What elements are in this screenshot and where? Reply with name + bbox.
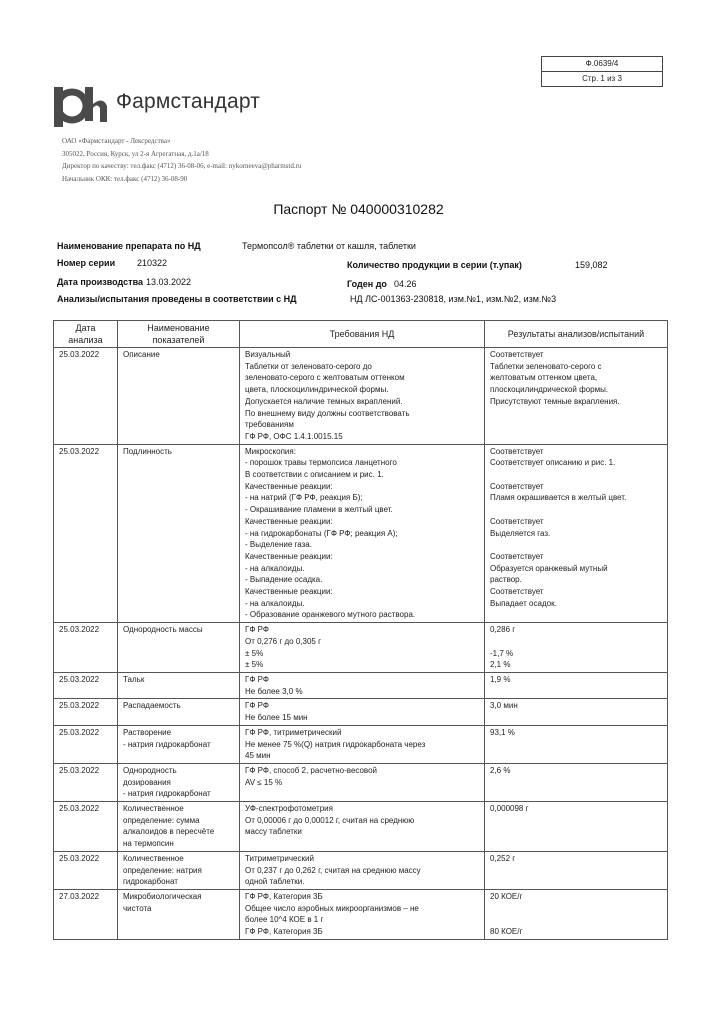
result-line: Выпадает осадок. [490, 598, 557, 608]
result-cell [485, 725, 668, 763]
analysis-date: 25.03.2022 [59, 853, 100, 863]
result-line: 93,1 % [490, 727, 515, 737]
requirement-cell [240, 763, 485, 801]
result-cell [485, 623, 668, 673]
requirement-line: ± 5% [245, 648, 264, 658]
indicator-name-cell [118, 348, 240, 445]
requirement-line: От 0,00006 г до 0,00012 г, считая на среднюю [245, 815, 415, 825]
result-line: Таблетки зеленовато-серого с [490, 361, 602, 371]
requirement-line: AV ≤ 15 % [245, 777, 283, 787]
requirement-cell [240, 851, 485, 889]
indicator-name-line: определение: натрия [123, 865, 202, 875]
result-line: желтоватым оттенком цвета, [490, 373, 598, 383]
indicator-name-cell [118, 699, 240, 725]
requirement-line: одной таблетки. [245, 877, 305, 887]
requirement-line: - на натрий (ГФ РФ, реакция Б); [245, 493, 363, 503]
requirement-line: Качественные реакции: [245, 481, 333, 491]
indicator-name-line: алкалоидов в пересчёте [123, 827, 215, 837]
result-line: -1,7 % [490, 648, 514, 658]
indicator-name-line: гидрокарбонат [123, 877, 178, 887]
company-brand: Фармстандарт [116, 90, 261, 113]
header-results [485, 321, 668, 348]
expiry-value: 04.26 [394, 279, 417, 289]
result-line: Пламя окрашивается в желтый цвет. [490, 493, 627, 503]
analysis-date-cell [54, 623, 118, 673]
analysis-date-cell [54, 699, 118, 725]
indicator-name-cell [118, 851, 240, 889]
requirement-line: ГФ РФ [245, 674, 269, 684]
requirement-cell [240, 623, 485, 673]
requirement-line: Допускается наличие темных вкраплений. [245, 396, 403, 406]
indicator-name-cell [118, 802, 240, 852]
result-cell [485, 802, 668, 852]
header-date-line: Дата [75, 323, 96, 333]
table-row [54, 802, 668, 852]
analysis-date: 25.03.2022 [59, 701, 100, 711]
indicator-name-line: Подлинность [123, 446, 172, 456]
result-line: 80 КОЕ/г [490, 927, 523, 937]
analysis-date-cell [54, 889, 118, 939]
table-row [54, 444, 668, 623]
indicator-name-cell [118, 889, 240, 939]
requirement-line: - на алкалоиды. [245, 563, 305, 573]
requirement-line: требованиям [245, 420, 294, 430]
requirement-line: Таблетки от зеленовато-серого до [245, 361, 372, 371]
result-line: 0,252 г [490, 853, 516, 863]
requirement-line: ГФ РФ [245, 701, 269, 711]
requirement-line: - Окрашивание пламени в желтый цвет. [245, 505, 393, 515]
table-row [54, 851, 668, 889]
result-line [490, 539, 662, 551]
requirement-line: ГФ РФ, титриметрический [245, 727, 342, 737]
indicator-name-cell [118, 672, 240, 698]
indicator-name-line: Однородность массы [123, 625, 203, 635]
requirement-line: ГФ РФ, способ 2, расчетно-весовой [245, 765, 378, 775]
product-label: Наименование препарата по НД [57, 241, 201, 251]
indicator-name-line: Тальк [123, 674, 145, 684]
requirement-line: Качественные реакции: [245, 516, 333, 526]
requirement-line: - Образование оранжевого мутного раствора. [245, 610, 416, 620]
product-value: Термопсол® таблетки от кашля, таблетки [242, 241, 416, 251]
indicator-name-line: Количественное [123, 853, 184, 863]
result-line: плоскоцилиндрической формы. [490, 385, 609, 395]
header-results-line: Результаты анализов/испытаний [507, 329, 645, 339]
indicator-name-cell [118, 763, 240, 801]
analysis-date: 25.03.2022 [59, 804, 100, 814]
requirement-line: - Выделение газа. [245, 540, 312, 550]
result-line: раствор. [490, 575, 522, 585]
header-indicator [118, 321, 240, 348]
indicator-name-line: - натрия гидрокарбонат [123, 739, 211, 749]
indicator-name-line: - натрия гидрокарбонат [123, 789, 211, 799]
indicator-name-line: Распадаемость [123, 701, 181, 711]
analysis-date: 27.03.2022 [59, 891, 100, 901]
header-date [54, 321, 118, 348]
indicator-name-line: Количественное [123, 804, 184, 814]
result-line [490, 504, 662, 516]
indicator-name-line: чистота [123, 903, 152, 913]
results-table [53, 320, 668, 940]
indicator-name-line: Описание [123, 350, 160, 359]
table-header-row [54, 321, 668, 348]
quantity-label: Количество продукции в серии (т.упак) [347, 260, 522, 270]
indicator-name-line: дозирования [123, 777, 171, 787]
requirement-cell [240, 672, 485, 698]
table-row [54, 623, 668, 673]
result-cell [485, 851, 668, 889]
requirement-line: массу таблетки [245, 827, 302, 837]
requirement-line: цвета, плоскоцилиндрической формы. [245, 385, 389, 395]
series-value: 210322 [137, 258, 168, 268]
requirement-line: 45 мин [245, 751, 271, 761]
requirement-line: По внешнему виду должны соответствовать [245, 408, 410, 418]
requirement-line: В соответствии с описанием и рис. 1. [245, 470, 384, 480]
indicator-name-cell [118, 444, 240, 623]
requirement-line: ГФ РФ, Категория 3Б [245, 927, 323, 937]
requirement-line: УФ-спектрофотометрия [245, 804, 333, 814]
result-line: Соответствует [490, 481, 544, 491]
result-line: Присутствуют темные вкрапления. [490, 396, 620, 406]
analysis-date-cell [54, 802, 118, 852]
requirement-line: Не менее 75 %(Q) натрия гидрокарбоната через [245, 739, 426, 749]
analysis-value: НД ЛС-001363-230818, изм.№1, изм.№2, изм.№3 [350, 294, 557, 304]
requirement-line: зеленовато-серого с желтоватым оттенком [245, 373, 405, 383]
indicator-name-line: Растворение [123, 727, 172, 737]
analysis-label: Анализы/испытания проведены в соответствии с НД [57, 294, 297, 304]
requirement-line: более 10^4 КОЕ в 1 г [245, 915, 324, 925]
production-date-label: Дата производства [57, 277, 143, 287]
indicator-name-cell [118, 725, 240, 763]
requirement-line: ± 5% [245, 660, 264, 670]
expiry-label: Годен до [347, 279, 387, 289]
indicator-name-line: на термопсин [123, 839, 174, 849]
analysis-date-cell [54, 444, 118, 623]
company-logo [52, 84, 116, 130]
series-label: Номер серии [57, 258, 116, 268]
table-row [54, 699, 668, 725]
result-line: Образуется оранжевый мутный [490, 563, 608, 573]
table-row [54, 763, 668, 801]
form-code-box [541, 56, 663, 87]
result-line [490, 636, 662, 648]
indicator-name-line: определение: сумма [123, 815, 200, 825]
result-cell [485, 889, 668, 939]
result-line: 3,0 мин [490, 701, 518, 711]
passport-title: Паспорт № 040000310282 [273, 201, 444, 217]
result-cell [485, 672, 668, 698]
form-code: Ф.0639/4 [585, 59, 619, 68]
requirement-cell [240, 348, 485, 445]
requirement-line: Не более 3,0 % [245, 686, 303, 696]
result-line [490, 914, 662, 926]
requirement-cell [240, 699, 485, 725]
header-requirements [240, 321, 485, 348]
analysis-date: 25.03.2022 [59, 727, 100, 737]
header-requirements-line: Требования НД [329, 329, 395, 339]
requirement-line: Качественные реакции: [245, 551, 333, 561]
quality-director-line: Директор по качеству: тел.факс (4712) 36-08-06, e-mail: nykorneeva@pharmstd.ru [62, 162, 302, 170]
analysis-date-cell [54, 672, 118, 698]
requirement-line: Визуальный [245, 350, 291, 359]
requirement-line: - Выпадение осадка. [245, 575, 323, 585]
analysis-date-cell [54, 348, 118, 445]
header-date-line: анализа [68, 335, 103, 345]
analysis-date: 25.03.2022 [59, 350, 100, 359]
result-line: Соответствует [490, 350, 544, 359]
requirement-line: Качественные реакции: [245, 587, 333, 597]
requirement-line: Микроскопия: [245, 446, 296, 456]
table-row [54, 725, 668, 763]
requirement-line: От 0,276 г до 0,305 г [245, 636, 321, 646]
requirement-line: Не более 15 мин [245, 713, 308, 723]
requirement-line: - порошок травы термопсиса ланцетного [245, 458, 397, 468]
result-line: 20 КОЕ/г [490, 891, 523, 901]
requirement-cell [240, 889, 485, 939]
result-line: Выделяется газ. [490, 528, 551, 538]
analysis-date: 25.03.2022 [59, 765, 100, 775]
table-row [54, 672, 668, 698]
result-line: Соответствует [490, 551, 544, 561]
requirement-line: - на гидрокарбонаты (ГФ РФ; реакция А); [245, 528, 398, 538]
analysis-date: 25.03.2022 [59, 446, 100, 456]
production-date-value: 13.03.2022 [146, 277, 192, 287]
result-cell [485, 348, 668, 445]
requirement-cell [240, 725, 485, 763]
result-line: 0,286 г [490, 625, 516, 635]
result-cell [485, 763, 668, 801]
requirement-cell [240, 802, 485, 852]
requirement-cell [240, 444, 485, 623]
result-line [490, 469, 662, 481]
table-row [54, 348, 668, 445]
header-indicator-line: Наименование [147, 323, 210, 333]
indicator-name-line: Однородность [123, 765, 177, 775]
requirement-line: Общее число аэробных микроорганизмов – не [245, 903, 419, 913]
requirement-line: Титриметрический [245, 853, 314, 863]
table-row [54, 889, 668, 939]
analysis-date: 25.03.2022 [59, 625, 100, 635]
result-line: 2,6 % [490, 765, 511, 775]
result-line: Соответствует [490, 446, 544, 456]
requirement-line: - на алкалоиды. [245, 598, 305, 608]
header-indicator-line: показателей [152, 335, 205, 345]
result-line: 0,000098 г [490, 804, 529, 814]
quantity-value: 159,082 [575, 260, 608, 270]
indicator-name-cell [118, 623, 240, 673]
requirement-line: ГФ РФ [245, 625, 269, 635]
result-line: Соответствует [490, 516, 544, 526]
okk-head-line: Начальник ОКК: тел.факс (4712) 36-08-90 [62, 175, 188, 183]
result-line [490, 903, 662, 915]
result-cell [485, 699, 668, 725]
company-name-line: ОАО «Фармстандарт - Лексредства» [62, 137, 171, 145]
result-line: Соответствует [490, 587, 544, 597]
analysis-date-cell [54, 851, 118, 889]
requirement-line: ГФ РФ, Категория 3Б [245, 891, 323, 901]
table-body [54, 348, 668, 940]
result-line: 1,9 % [490, 674, 511, 684]
requirement-line: ГФ РФ, ОФС 1.4.1.0015.15 [245, 431, 343, 441]
result-line: Соответствует описанию и рис. 1. [490, 458, 616, 468]
result-cell [485, 444, 668, 623]
result-line: 2,1 % [490, 660, 511, 670]
company-address-line: 305022, Россия, Курск, ул 2-я Агрегатная, д.1а/18 [62, 150, 209, 158]
page-indicator: Стр. 1 из 3 [542, 71, 662, 86]
requirement-line: От 0,237 г до 0,262 г, считая на среднюю массу [245, 865, 421, 875]
analysis-date: 25.03.2022 [59, 674, 100, 684]
analysis-date-cell [54, 763, 118, 801]
indicator-name-line: Микробиологическая [123, 891, 202, 901]
analysis-date-cell [54, 725, 118, 763]
